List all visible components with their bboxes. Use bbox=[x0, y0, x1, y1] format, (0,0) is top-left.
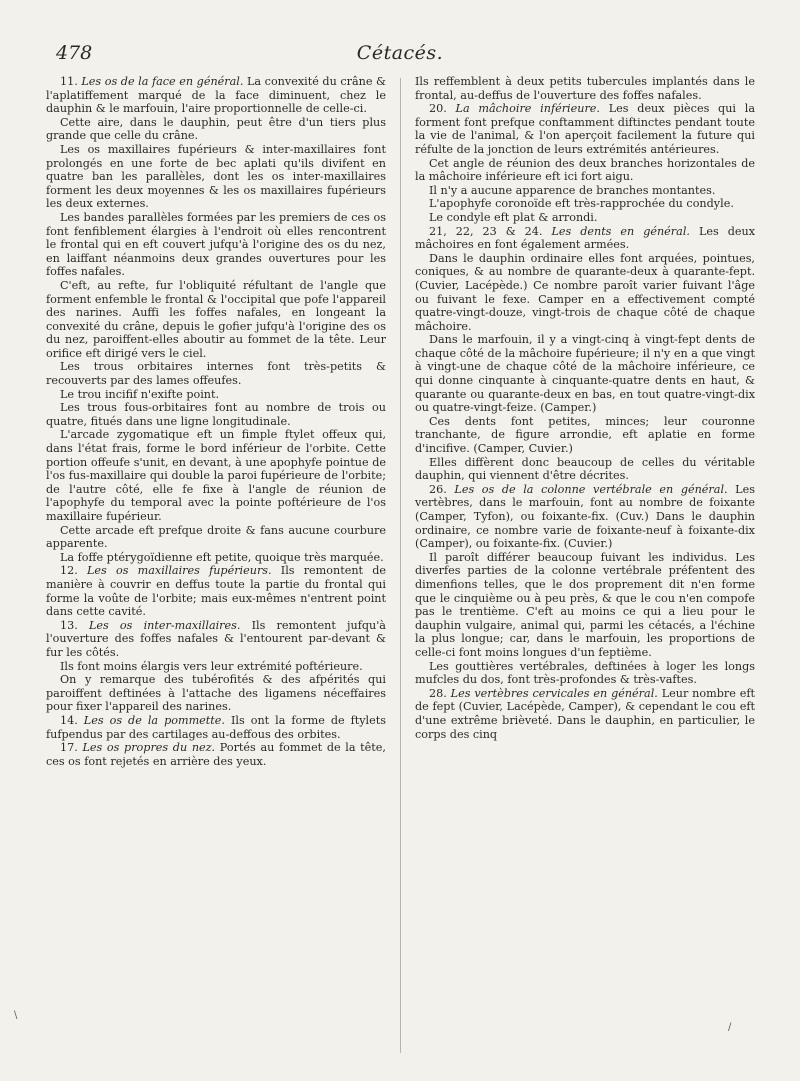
paragraph-text: Les os maxillaires fupérieurs & inter-maxillaires font prolongés en une forte de bec aplati qu'ils divifent en quatre ban les parallèles, dont les os inter-maxillaires forment les deux moyennes & les os maxillaires fupérieurs les deux externes. bbox=[46, 142, 386, 211]
paragraph-text: Il paroît différer beaucoup fuivant les individus. Les diverfes parties de la colonne vertébrale préfentent des dimenfions telles, que le dos proprement dit n'en forme que le cinquième ou à peu près, & que le cou n'en compofe pas le trentième. C'eft au moins ce qui a lieu pour le dauphin vulgaire, animal qui, parmi les cétacés, a l'échine la plus longue; car, dans le marfouin, les proportions de celle-ci font moins longues d'un feptième. bbox=[415, 550, 755, 659]
paragraph bbox=[415, 197, 755, 211]
paragraph-text: Leur nombre eft de fept (Cuvier, Lacépède, Camper), & cependant le cou eft d'une extrême brièveté. Dans le dauphin, en particulier, le corps des cinq bbox=[415, 686, 755, 741]
paragraph-text: Dans le marfouin, il y a vingt-cinq à vingt-fept dents de chaque côté de la mâchoire fupérieure; il n'y en a que vingt à vingt-une de chaque côté de la mâchoire inférieure, ce qui donne cinquante à cinquante-quatre dents en haut, & quarante ou quarante-deux en bas, en tout quatre-vingt-dix ou quatre-vingt-feize. (Camper.) bbox=[415, 333, 755, 415]
paragraph-text: Ces dents font petites, minces; leur couronne tranchante, de figure arrondie, eft aplatie en forme d'incifive. (Camper, Cuvier.) bbox=[415, 414, 755, 456]
paragraph-text: Le trou incifif n'exifte point. bbox=[60, 387, 220, 401]
paragraph bbox=[415, 211, 755, 225]
paragraph-text: La convexité du crâne & l'aplatiffement marqué de la face diminuent, chez le dauphin & le marfouin, l'aire proportionnelle de celle-ci. bbox=[46, 75, 386, 116]
margin-mark: \ bbox=[14, 1010, 18, 1021]
paragraph-text: Il n'y a aucune apparence de branches montantes. bbox=[429, 183, 716, 197]
running-head: Cétacés. bbox=[356, 42, 444, 64]
section-heading: Les os inter-maxillaires. bbox=[88, 618, 241, 632]
margin-mark: / bbox=[728, 1022, 732, 1033]
section-number: 21, 22, 23 & 24. bbox=[429, 224, 552, 238]
paragraph-text: Ils ont la forme de ftylets fufpendus par des cartilages au-deffous des orbites. bbox=[46, 713, 386, 741]
paragraph bbox=[415, 660, 755, 687]
paragraph-text: Les gouttières vertébrales, deftinées à loger les longs mufcles du dos, font très-profondes & très-vaftes. bbox=[415, 659, 755, 687]
paragraph bbox=[415, 415, 755, 456]
paragraph-text: Ils remontent de manière à couvrir en deffus toute la partie du frontal qui forme la voûte de l'orbite; mais eux-mêmes n'entrent point dans cette cavité. bbox=[46, 564, 387, 619]
paragraph-text: Portés au fommet de la tête, ces os font rejetés en arrière des yeux. bbox=[46, 741, 386, 768]
section-number: 13. bbox=[60, 618, 89, 632]
paragraph bbox=[415, 687, 755, 741]
paragraph-text: On y remarque des tubérofités & des afpérités qui paroiffent deftinées à l'attache des ligamens néceffaires pour fixer l'appareil des narines. bbox=[46, 673, 386, 714]
section-number: 14. bbox=[60, 713, 84, 727]
paragraph-text: Ils remontent jufqu'à l'ouverture des foffes nafales & l'entourent par-devant & fur les côtés. bbox=[46, 618, 386, 659]
section-heading: Les os de la face en général. bbox=[81, 75, 244, 88]
paragraph bbox=[46, 741, 386, 768]
page-number: 478 bbox=[56, 42, 93, 64]
section-number: 11. bbox=[60, 75, 82, 88]
right-column bbox=[415, 75, 755, 741]
section-number: 20. bbox=[429, 102, 456, 116]
paragraph bbox=[415, 252, 755, 334]
left-column bbox=[46, 75, 386, 768]
paragraph bbox=[415, 483, 755, 551]
paragraph bbox=[415, 102, 755, 156]
paragraph-text: Les deux pièces qui la forment font prefque conftamment diftinctes pendant toute la vie de l'animal, & l'on aperçoit facilement la future qui réfulte de la jonction de leurs extrémités antérieures. bbox=[415, 102, 755, 156]
paragraph bbox=[46, 524, 386, 551]
paragraph-text: Cet angle de réunion des deux branches horizontales de la mâchoire inférieure eft ici fort aigu. bbox=[415, 156, 755, 184]
paragraph-text: C'eft, au refte, fur l'obliquité réfultant de l'angle que forment enfemble le frontal & l'occipital que pofe l'appareil des narines. Auffi les foffes nafales, en longeant la convexité du crâne, depuis le gofier jufqu'à l'origine des os du nez, paroiffent-elles aboutir au fommet de la tête. Leur orifice eft dirigé vers le ciel. bbox=[46, 278, 386, 360]
paragraph bbox=[46, 388, 386, 402]
paragraph bbox=[415, 184, 755, 198]
paragraph-text: Les trous fous-orbitaires font au nombre de trois ou quatre, fitués dans une ligne longitudinale. bbox=[46, 401, 386, 428]
paragraph-text: Dans le dauphin ordinaire elles font arquées, pointues, coniques, & au nombre de quarante-deux à quarante-fept. (Cuvier, Lacépède.) Ce nombre paroît varier fuivant l'âge ou fuivant le fexe. Camper en a effectivement compté quatre-vingt-douze, vingt-trois de chaque côté de chaque mâchoire. bbox=[415, 251, 755, 333]
paragraph bbox=[46, 360, 386, 387]
paragraph bbox=[46, 660, 386, 674]
paragraph-text: Les vertèbres, dans le marfouin, font au nombre de foixante (Camper, Tyfon), ou foixante-fix. (Cuv.) Dans le dauphin ordinaire, ce nombre varie de foixante-neuf à foixante-dix (Camper), ou foixante-fix. (Cuvier.) bbox=[415, 482, 755, 551]
paragraph bbox=[415, 456, 755, 483]
paragraph bbox=[46, 619, 386, 660]
paragraph bbox=[46, 428, 386, 523]
section-heading: Les vertèbres cervicales en général. bbox=[450, 686, 658, 700]
section-number: 12. bbox=[60, 564, 87, 578]
section-number: 28. bbox=[429, 686, 451, 700]
paragraph-text: Ils font moins élargis vers leur extrémité poftérieure. bbox=[60, 659, 363, 673]
paragraph-text: L'arcade zygomatique eft un fimple ftylet offeux qui, dans l'état frais, forme le bord inférieur de l'orbite. Cette portion offeufe s'unit, en devant, à une apophyfe pointue de l'os fus-maxillaire qui double la paroi fupérieure de l'orbite; de l'autre côté, elle fe fixe à l'angle de réunion de l'apophyfe du temporal avec la pointe poftérieure de l'os maxillaire fupérieur. bbox=[46, 428, 386, 523]
paragraph-text: Cette aire, dans le dauphin, peut être d'un tiers plus grande que celle du crâne. bbox=[46, 115, 386, 143]
paragraph bbox=[46, 551, 386, 565]
paragraph bbox=[46, 211, 386, 279]
paragraph-text: Les trous orbitaires internes font très-petits & recouverts par des lames offeufes. bbox=[46, 360, 386, 388]
paragraph bbox=[46, 564, 386, 618]
paragraph-text: Les bandes parallèles formées par les premiers de ces os font fenfiblement élargies à l'endroit où elles rencontrent le frontal qui en eft couvert jufqu'à l'origine des os du nez, en laiffant néanmoins deux grandes ouvertures pour les foffes nafales. bbox=[46, 210, 386, 279]
paragraph bbox=[46, 75, 386, 116]
column-divider bbox=[400, 78, 401, 1053]
paragraph-text: Cette arcade eft prefque droite & fans aucune courbure apparente. bbox=[46, 523, 386, 551]
paragraph-text: Le condyle eft plat & arrondi. bbox=[429, 210, 598, 224]
section-heading: La mâchoire inférieure. bbox=[455, 102, 600, 116]
paragraph bbox=[415, 75, 755, 102]
paragraph bbox=[415, 551, 755, 660]
section-heading: Les os propres du nez. bbox=[82, 741, 216, 755]
paragraph-text: Elles diffèrent donc beaucoup de celles du véritable dauphin, qui viennent d'être décrites. bbox=[415, 455, 755, 483]
section-heading: Les os de la pommette. bbox=[83, 713, 225, 727]
paragraph-text: La foffe ptérygoïdienne eft petite, quoique très marquée. bbox=[60, 550, 384, 564]
paragraph bbox=[415, 225, 755, 252]
section-heading: Les dents en général. bbox=[551, 224, 690, 238]
paragraph bbox=[46, 401, 386, 428]
paragraph bbox=[46, 714, 386, 741]
paragraph bbox=[415, 157, 755, 184]
paragraph bbox=[46, 279, 386, 361]
paragraph-text: Les deux mâchoires en font également armées. bbox=[415, 224, 756, 252]
section-heading: Les os de la colonne vertébrale en général. bbox=[454, 482, 728, 496]
section-number: 26. bbox=[429, 482, 455, 496]
paragraph bbox=[46, 673, 386, 714]
paragraph bbox=[46, 116, 386, 143]
section-number: 17. bbox=[60, 741, 83, 755]
paragraph bbox=[415, 333, 755, 415]
paragraph bbox=[46, 143, 386, 211]
paragraph-text: L'apophyfe coronoïde eft très-rapprochée du condyle. bbox=[429, 197, 734, 211]
section-heading: Les os maxillaires fupérieurs. bbox=[86, 564, 272, 578]
paragraph-text: Ils reffemblent à deux petits tubercules implantés dans le frontal, au-deffus de l'ouverture des foffes nafales. bbox=[415, 75, 755, 102]
